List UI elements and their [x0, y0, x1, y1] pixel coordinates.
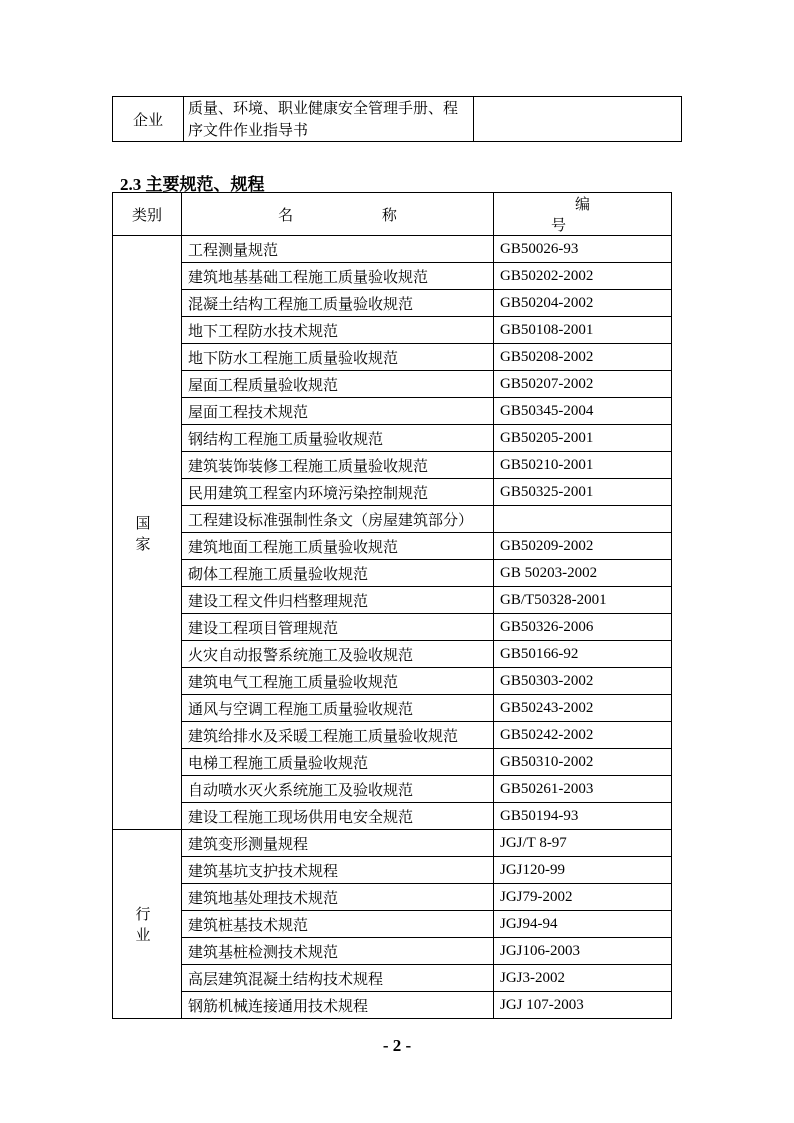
name-cell: 建筑装饰装修工程施工质量验收规范 — [182, 452, 494, 479]
header-name: 名 称 — [182, 193, 494, 236]
table-header-row — [113, 193, 672, 236]
name-cell: 建筑地基处理技术规范 — [182, 884, 494, 911]
name-cell: 建筑变形测量规程 — [182, 830, 494, 857]
name-cell: 混凝土结构工程施工质量验收规范 — [182, 290, 494, 317]
category-label: 国 家 — [135, 513, 159, 553]
table-row — [113, 992, 672, 1019]
category-label: 行 业 — [135, 905, 159, 944]
name-cell: 建筑地基基础工程施工质量验收规范 — [182, 263, 494, 290]
table-row — [113, 830, 672, 857]
name-cell: 建筑电气工程施工质量验收规范 — [182, 668, 494, 695]
table-row — [113, 533, 672, 560]
table-row — [113, 938, 672, 965]
code-cell: JGJ120-99 — [494, 857, 672, 884]
table-row — [113, 749, 672, 776]
table-row — [113, 317, 672, 344]
name-cell: 通风与空调工程施工质量验收规范 — [182, 695, 494, 722]
table-row — [113, 236, 672, 263]
table-row — [113, 722, 672, 749]
code-cell: JGJ106-2003 — [494, 938, 672, 965]
code-cell: GB50210-2001 — [494, 452, 672, 479]
table-row — [113, 479, 672, 506]
code-cell: GB50194-93 — [494, 803, 672, 830]
code-cell: GB50205-2001 — [494, 425, 672, 452]
name-cell: 高层建筑混凝土结构技术规程 — [182, 965, 494, 992]
table-row — [113, 911, 672, 938]
table-row — [113, 452, 672, 479]
header-category: 类别 — [113, 193, 182, 236]
name-cell: 建设工程文件归档整理规范 — [182, 587, 494, 614]
standards-table — [112, 192, 672, 1019]
category-cell: 企业 — [113, 97, 184, 142]
category-cell — [113, 236, 182, 830]
code-cell: GB 50203-2002 — [494, 560, 672, 587]
name-cell: 质量、环境、职业健康安全管理手册、程序文件作业指导书 — [184, 97, 474, 142]
table-row — [113, 614, 672, 641]
table-row — [113, 97, 682, 142]
code-cell: GB/T50328-2001 — [494, 587, 672, 614]
code-cell: GB50310-2002 — [494, 749, 672, 776]
table-row — [113, 506, 672, 533]
code-cell: GB50209-2002 — [494, 533, 672, 560]
code-cell: GB50326-2006 — [494, 614, 672, 641]
standards-table-body — [113, 193, 672, 1019]
name-cell: 屋面工程技术规范 — [182, 398, 494, 425]
name-cell: 地下防水工程施工质量验收规范 — [182, 344, 494, 371]
code-cell: GB50261-2003 — [494, 776, 672, 803]
code-cell — [494, 506, 672, 533]
name-cell: 建筑地面工程施工质量验收规范 — [182, 533, 494, 560]
code-cell: GB50026-93 — [494, 236, 672, 263]
name-cell: 工程建设标准强制性条文（房屋建筑部分） — [182, 506, 494, 533]
table-row — [113, 641, 672, 668]
code-cell: GB50303-2002 — [494, 668, 672, 695]
code-cell: JGJ/T 8-97 — [494, 830, 672, 857]
table-row — [113, 425, 672, 452]
code-cell: GB50243-2002 — [494, 695, 672, 722]
name-cell: 建设工程项目管理规范 — [182, 614, 494, 641]
code-cell: GB50242-2002 — [494, 722, 672, 749]
code-cell — [474, 97, 682, 142]
name-cell: 电梯工程施工质量验收规范 — [182, 749, 494, 776]
code-cell: GB50208-2002 — [494, 344, 672, 371]
category-cell — [113, 830, 182, 1019]
table-row — [113, 695, 672, 722]
table-row — [113, 884, 672, 911]
name-cell: 火灾自动报警系统施工及验收规范 — [182, 641, 494, 668]
table-row — [113, 776, 672, 803]
code-cell: GB50325-2001 — [494, 479, 672, 506]
code-cell: JGJ79-2002 — [494, 884, 672, 911]
table-row — [113, 263, 672, 290]
section-heading: 2.3 主要规范、规程 — [120, 175, 265, 194]
table-row — [113, 371, 672, 398]
table-row — [113, 668, 672, 695]
name-cell: 建筑给排水及采暖工程施工质量验收规范 — [182, 722, 494, 749]
table-row — [113, 398, 672, 425]
name-cell: 屋面工程质量验收规范 — [182, 371, 494, 398]
header-code: 编 号 — [494, 193, 672, 236]
name-cell: 钢结构工程施工质量验收规范 — [182, 425, 494, 452]
table-row — [113, 587, 672, 614]
name-cell: 自动喷水灭火系统施工及验收规范 — [182, 776, 494, 803]
name-cell: 钢筋机械连接通用技术规程 — [182, 992, 494, 1019]
code-cell: JGJ 107-2003 — [494, 992, 672, 1019]
name-cell: 民用建筑工程室内环境污染控制规范 — [182, 479, 494, 506]
table-row — [113, 344, 672, 371]
code-cell: GB50207-2002 — [494, 371, 672, 398]
name-cell: 工程测量规范 — [182, 236, 494, 263]
code-cell: GB50108-2001 — [494, 317, 672, 344]
table-row — [113, 857, 672, 884]
enterprise-table — [112, 96, 682, 142]
code-cell: GB50345-2004 — [494, 398, 672, 425]
name-cell: 建设工程施工现场供用电安全规范 — [182, 803, 494, 830]
code-cell: JGJ94-94 — [494, 911, 672, 938]
name-cell: 砌体工程施工质量验收规范 — [182, 560, 494, 587]
code-cell: GB50204-2002 — [494, 290, 672, 317]
name-cell: 建筑基桩检测技术规范 — [182, 938, 494, 965]
table-row — [113, 803, 672, 830]
code-cell: GB50202-2002 — [494, 263, 672, 290]
page-number: - 2 - — [382, 1036, 412, 1055]
table-row — [113, 965, 672, 992]
name-cell: 地下工程防水技术规范 — [182, 317, 494, 344]
code-cell: GB50166-92 — [494, 641, 672, 668]
table-row — [113, 290, 672, 317]
name-cell: 建筑基坑支护技术规程 — [182, 857, 494, 884]
code-cell: JGJ3-2002 — [494, 965, 672, 992]
name-cell: 建筑桩基技术规范 — [182, 911, 494, 938]
table-row — [113, 560, 672, 587]
